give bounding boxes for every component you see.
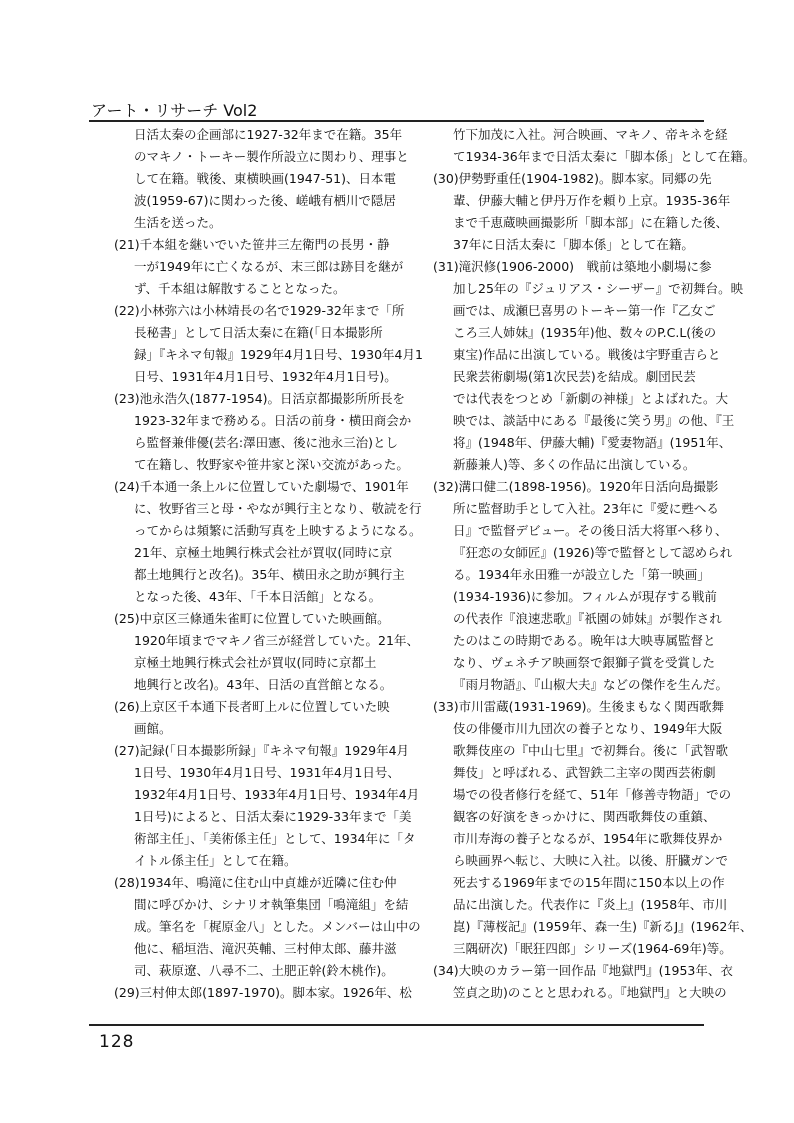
text-line: 新藤兼人)等、多くの作品に出演している。 [453,457,696,472]
text-line: 観客の好演をきっかけに、関西歌舞伎の重鎮、 [453,809,716,824]
text-line: 東宝)作品に出演している。戦後は宇野重吉らと [453,347,721,362]
text-line: 術部主任」、「美術係主任」として、1934年に「タ [134,831,416,846]
text-line: ら監督兼俳優(芸名:澤田憲、後に池永三治)とし [134,435,398,450]
text-line: 舞伎」と呼ばれる、武智鉄二主宰の関西芸術劇 [453,765,716,780]
text-line: 日号、1931年4月1日号、1932年4月1日号)。 [134,369,397,384]
text-line: 1日号)によると、日活太秦に1929-33年まで「美 [134,809,412,824]
text-line: して在籍。戦後、東横映画(1947-51)、日本電 [134,171,396,186]
text-line: ころ三人姉妹』(1935年)他、数々のP.C.L(後の [453,325,717,340]
text-line: 波(1959-67)に関わった後、嵯峨有栖川で隠居 [134,193,396,208]
text-line: 日』で監督デビュー。その後日活大将軍へ移り、 [453,523,728,538]
text-line: (1934-1936)に参加。フィルムが現存する戦前 [453,589,717,604]
text-line: (23)池永浩久(1877-1954)。日活京都撮影所所長を [114,391,406,406]
header-rule [89,120,704,122]
text-line: (31)滝沢修(1906-2000) 戦前は築地小劇場に参 [433,259,712,274]
text-line: 笠貞之助)のことと思われる。『地獄門』と大映の [453,985,727,1000]
page-number: 128 [99,1032,135,1052]
text-line: なり、ヴェネチア映画祭で銀獅子賞を受賞した [453,655,716,670]
text-line: 品に出演した。代表作に『炎上』(1958年、市川 [453,897,728,912]
text-line: 1932年4月1日号、1933年4月1日号、1934年4月 [134,787,420,802]
text-line: 1日号、1930年4月1日号、1931年4月1日号、 [134,765,400,780]
text-line: 一が1949年に亡くなるが、末三郎は跡目を継が [134,259,404,274]
text-line: となった後、43年、「千本日活館」となる。 [134,589,382,604]
text-line: 『狂恋の女師匠』(1926)等で監督として認められ [453,545,733,560]
text-line: 37年に日活太秦に「脚本係」として在籍。 [453,237,694,252]
text-line: 死去する1969年までの15年間に150本以上の作 [453,875,725,890]
text-line: て1934-36年まで日活太秦に「脚本係」として在籍。 [453,149,756,164]
text-line: 日活太秦の企画部に1927-32年まで在籍。35年 [134,127,403,142]
text-line: 加し25年の『ジュリアス・シーザー』で初舞台。映 [453,281,744,296]
text-line: まで千恵蔵映画撮影所「脚本部」に在籍した後、 [453,215,729,230]
text-line: 民衆芸術劇場(第1次民芸)を結成。劇団民芸 [453,369,696,384]
text-line: 画では、成瀬巳喜男のトーキー第一作『乙女ご [453,303,716,318]
text-line: (33)市川雷蔵(1931-1969)。生後まもなく関西歌舞 [433,699,725,714]
text-line: (26)上京区千本通下長者町上ルに位置していた映 [114,699,390,714]
text-line: 1920年頃までマキノ省三が経営していた。21年、 [134,633,419,648]
text-line: 場での役者修行を経て、51年「修善寺物語」での [453,787,732,802]
text-line: のマキノ・トーキー製作所設立に関わり、理事と [134,149,409,164]
right-column [433,124,756,1004]
text-line: 映では、談話中にある『最後に笑う男』の他、『王 [453,413,735,428]
text-line: 市川寿海の養子となるが、1954年に歌舞伎界か [453,831,723,846]
text-line: ってからは頻繁に活動写真を上映するようになる。 [134,523,422,538]
text-line: (34)大映のカラー第一回作品『地獄門』(1953年、衣 [433,963,733,978]
text-line: (21)千本組を継いでいた笹井三左衛門の長男・静 [114,237,390,252]
text-line: (28)1934年、鳴滝に住む山中貞雄が近隣に住む仲 [114,875,397,890]
text-line: (30)伊勢野重任(1904-1982)。脚本家。同郷の先 [433,171,712,186]
text-line: (22)小林弥六は小林靖長の名で1929-32年まで「所 [114,303,405,318]
text-line: (24)千本通一条上ルに位置していた劇場で、1901年 [114,479,409,494]
text-line: 地興行と改名)。43年、日活の直営館となる。 [134,677,393,692]
text-line: て在籍し、牧野家や笹井家と深い交流があった。 [134,457,409,472]
text-line: 長秘書」として日活太秦に在籍(「日本撮影所 [134,325,383,340]
text-line: る。1934年永田雅一が設立した「第一映画」 [453,567,710,582]
text-line: 京極土地興行株式会社が買収(同時に京都土 [134,655,377,670]
text-line: 崑)『薄桜記』(1959年、森一生)『新るJ』(1962年、 [453,919,753,934]
text-line: (27)記録(「日本撮影所録」『キネマ旬報』1929年4月 [114,743,410,758]
text-line: の代表作『浪速悲歌』『祇園の姉妹』が製作され [453,611,722,626]
text-line: 司、萩原遼、八尋不二、土肥正幹(鈴木桃作)。 [134,963,394,978]
text-line: (25)中京区三條通朱雀町に位置していた映画館。 [114,611,390,626]
page-header-title: アート・リサーチ Vol2 [91,101,258,120]
text-line: 間に呼びかけ、シナリオ執筆集団「鳴滝組」を結 [134,897,409,912]
text-line: 録」『キネマ旬報』1929年4月1日号、1930年4月1 [134,347,423,362]
text-line: ず、千本組は解散することとなった。 [134,281,346,296]
text-line: たのはこの時期である。晩年は大映専属監督と [453,633,716,648]
text-line: 成。筆名を「梶原金八」とした。メンバーは山中の [134,919,421,934]
text-line: に、牧野省三と母・やなが興行主となり、敬読を行 [134,501,422,516]
text-line: (32)溝口健二(1898-1956)。1920年日活向島撮影 [433,479,719,494]
text-line: 伎の俳優市川九団次の養子となり、1949年大阪 [453,721,723,736]
footer-rule [89,1024,704,1026]
text-line: では代表をつとめ「新劇の神様」とよばれた。大 [453,391,729,406]
text-line: 将』(1948年、伊藤大輔)『愛妻物語』(1951年、 [453,435,732,450]
text-line: 他に、稲垣浩、滝沢英輔、三村伸太郎、藤井滋 [134,941,397,956]
text-line: 三隅研次)「眠狂四郎」シリーズ(1964-69年)等。 [453,941,732,956]
text-line: 歌舞伎座の『中山七里』で初舞台。後に「武智歌 [453,743,729,758]
text-line: 竹下加茂に入社。河合映画、マキノ、帝キネを経 [453,127,728,142]
text-line: 都土地興行と改名)。35年、横田永之助が興行主 [134,567,405,582]
text-line: 画館。 [134,721,172,736]
text-line: (29)三村伸太郎(1897-1970)。脚本家。1926年、松 [114,985,412,1000]
text-line: 生活を送った。 [134,215,222,230]
text-line: イトル係主任」として在籍。 [134,853,297,868]
text-line: 『雨月物語』、『山椒大夫』などの傑作を生んだ。 [453,677,729,692]
text-line: 1923-32年まで務める。日活の前身・横田商会か [134,413,412,428]
text-line: 21年、京極土地興行株式会社が買収(同時に京 [134,545,393,560]
text-line: 所に監督助手として入社。23年に『愛に甦へる [453,501,719,516]
left-column [114,124,423,1004]
text-line: 輩、伊藤大輔と伊丹万作を頼り上京。1935-36年 [453,193,731,208]
text-line: ら映画界へ転じ、大映に入社。以後、肝臓ガンで [453,853,729,868]
